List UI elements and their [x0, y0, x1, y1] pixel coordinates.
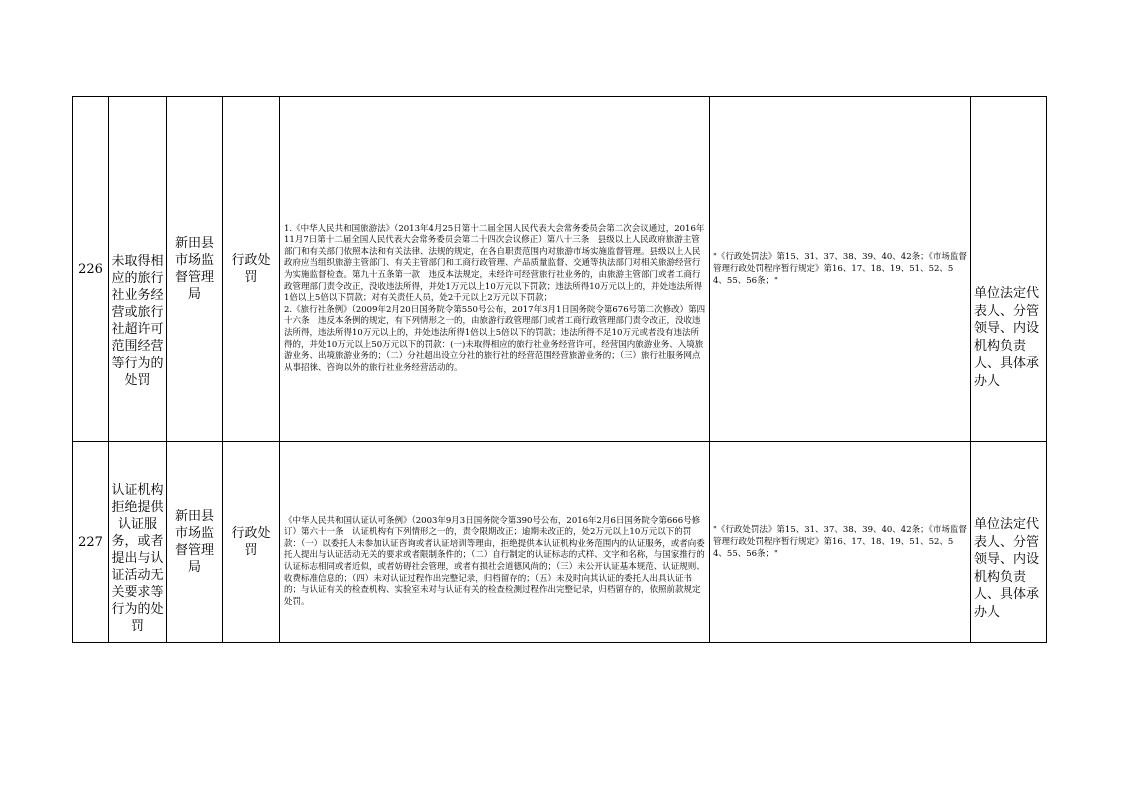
item-name: 认证机构拒绝提供认证服务，或者提出与认证活动无关要求等行为的处罚 [109, 442, 167, 643]
procedure-basis: "《行政处罚法》第15、31、37、38、39、40、42条；《市场监督管理行政处罚程序暂行规定》第16、17、18、19、51、52、54、55、56条；" [710, 97, 971, 442]
action-type: 行政处罚 [223, 97, 280, 442]
department: 新田县市场监督管理局 [167, 442, 223, 643]
responsible-persons: 单位法定代表人、分管领导、内设机构负责人、具体承办人 [971, 442, 1047, 643]
legal-basis [280, 97, 710, 442]
table-row [73, 442, 1047, 643]
action-type: 行政处罚 [223, 442, 280, 643]
legal-basis-paragraph: 2.《旅行社条例》（2009年2月20日国务院令第550号公布，2017年3月1日国务院令第676号第二次修改）第四十六条 违反本条例的规定，有下列情形之一的，由旅游行政管理部门或者工商行政管理部门责令改正，没收违法所得，违法所得10万元以上的，并处违法所得1倍以上5倍以下的罚款；违法所得不足10万元或者没有违法所得的，并处10万元以上50万元以下的罚款：(一)未取得相应的旅行社业务经营许可，经营国内旅游业务、入境旅游业务、出境旅游业务的；（二）分社超出设立分社的旅行社的经营范围经营旅游业务的；（三）旅行社服务网点从事招徕、咨询以外的旅行社业务经营活动的。 [284, 304, 706, 373]
legal-basis [280, 442, 710, 643]
department: 新田县市场监督管理局 [167, 97, 223, 442]
procedure-basis: "《行政处罚法》第15、31、37、38、39、40、42条；《市场监督管理行政处罚程序暂行规定》第16、17、18、19、51、52、54、55、56条；" [710, 442, 971, 643]
item-name: 未取得相应的旅行社业务经营或旅行社超许可范围经营等行为的处罚 [109, 97, 167, 442]
table-row [73, 97, 1047, 442]
penalty-table [72, 96, 1047, 643]
row-number: 226 [73, 97, 109, 442]
legal-basis-paragraph: 1.《中华人民共和国旅游法》（2013年4月25日第十二届全国人民代表大会常务委员会第二次会议通过，2016年11月7日第十二届全国人民代表大会常务委员会第二十四次会议修正）第八十三条 县级以上人民政府旅游主管部门和有关部门依照本法和有关法律、法规的规定，在各自职责范围内对旅游市场实施监督管理。县级以上人民政府应当组织旅游主管部门、有关主管部门和工商行政管理、产品质量监督、交通等执法部门对相关旅游经营行为实施监督检查。第九十五条第一款 违反本法规定，未经许可经营旅行社业务的，由旅游主管部门或者工商行政管理部门责令改正，没收违法所得，并处1万元以上10万元以下罚款；违法所得10万元以上的，并处违法所得1倍以上5倍以下罚款；对有关责任人员，处2千元以上2万元以下罚款； [284, 223, 705, 304]
responsible-persons: 单位法定代表人、分管领导、内设机构负责人、具体承办人 [971, 97, 1047, 442]
row-number: 227 [73, 442, 109, 643]
legal-basis-paragraph: 《中华人民共和国认证认可条例》（2003年9月3日国务院令第390号公布，2016年2月6日国务院令第666号修订）第六十一条 认证机构有下列情形之一的，责令限期改正；逾期未改正的，处2万元以上10万元以下的罚款：（一）以委托人未参加认证咨询或者认证培训等理由，拒绝提供本认证机构业务范围内的认证服务，或者向委托人提出与认证活动无关的要求或者限制条件的；（二）自行制定的认证标志的式样、文字和名称，与国家推行的认证标志相同或者近似，或者妨碍社会管理，或者有损社会道德风尚的；（三）未公开认证基本规范、认证规则、收费标准信息的；（四）未对认证过程作出完整记录，归档留存的；（五）未及时向其认证的委托人出具认证书的；与认证有关的检查机构、实验室未对与认证有关的检查检测过程作出完整记录，归档留存的，依照前款规定处罚。 [284, 515, 705, 607]
